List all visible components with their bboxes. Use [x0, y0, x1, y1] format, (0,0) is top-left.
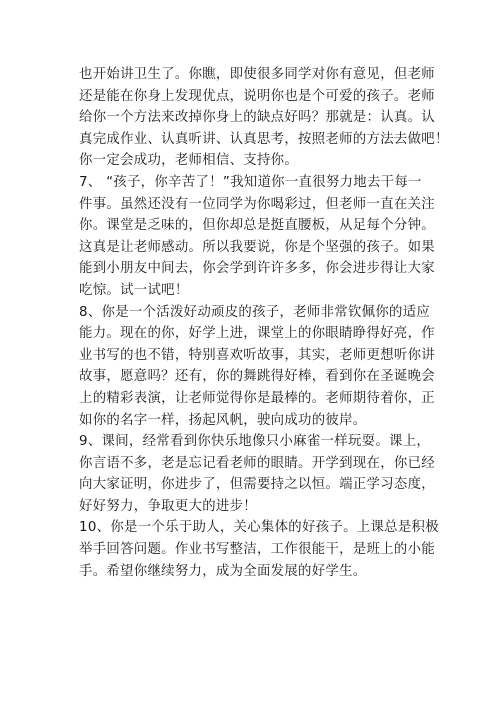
paragraph-8-line: 如你的名字一样，扬起风帆，驶向成功的彼岸。 [79, 412, 367, 428]
paragraph-10-line: 举手回答问题。作业书写整洁，工作很能干，是班上的小能 [79, 542, 435, 558]
paragraph-7-line: 能到小朋友中间去，你会学到许许多多，你会进步得让大家 [79, 261, 435, 277]
text-line: 真完成作业、认真听讲、认真思考，按照老师的方法去做吧！ [79, 131, 449, 147]
paragraph-7-line: 你。课堂是乏味的，但你却总是挺直腰板，从足每个分钟。 [79, 218, 435, 234]
text-line: 也开始讲卫生了。你瞧，即使很多同学对你有意见，但老师 [79, 67, 435, 82]
text-line: 你一定会成功，老师相信、支持你。 [79, 153, 299, 169]
paragraph-7-line: 件事。虽然还没有一位同学为你喝彩过，但老师一直在关注 [79, 196, 435, 212]
paragraph-8-line: 业书写的也不错，特别喜欢听故事，其实，老师更想听你讲 [79, 347, 435, 363]
paragraph-7-line: 这真是让老师感动。所以我要说，你是个坚强的孩子。如果 [79, 239, 435, 255]
paragraph-7-line: 吃惊。试一试吧！ [79, 282, 189, 298]
paragraph-9-line: 9、课间，经常看到你快乐地像只小麻雀一样玩耍。课上， [79, 434, 431, 450]
paragraph-9-line: 向大家证明，你进步了，但需要持之以恒。端正学习态度， [79, 477, 435, 493]
paragraph-7-line: 7、 “孩子，你辛苦了！”我知道你一直很努力地去干每一 [79, 174, 422, 190]
document-body [79, 64, 449, 582]
paragraph-8-line: 8、你是一个活泼好动顽皮的孩子，老师非常钦佩你的适应 [79, 304, 431, 320]
paragraph-8-line: 能力。现在的你，好学上进，课堂上的你眼睛睁得好亮，作 [79, 326, 435, 342]
paragraph-9-line: 好好努力，争取更大的进步！ [79, 498, 257, 514]
text-line: 给你一个方法来改掉你身上的缺点好吗？那就是：认真。认 [79, 110, 435, 126]
paragraph-9-line: 你言语不多，老是忘记看老师的眼睛。开学到现在，你已经 [79, 455, 435, 471]
paragraph-8-line: 上的精彩表演，让老师觉得你是最棒的。老师期待着你，正 [79, 390, 435, 406]
text-line: 还是能在你身上发现优点，说明你也是个可爱的孩子。老师 [79, 88, 435, 104]
paragraph-8-line: 故事，愿意吗？还有，你的舞跳得好棒，看到你在圣诞晚会 [79, 369, 435, 385]
paragraph-10-line: 10、你是一个乐于助人，关心集体的好孩子。上课总是积极 [79, 520, 439, 536]
paragraph-10-line: 手。希望你继续努力，成为全面发展的好学生。 [79, 563, 367, 579]
